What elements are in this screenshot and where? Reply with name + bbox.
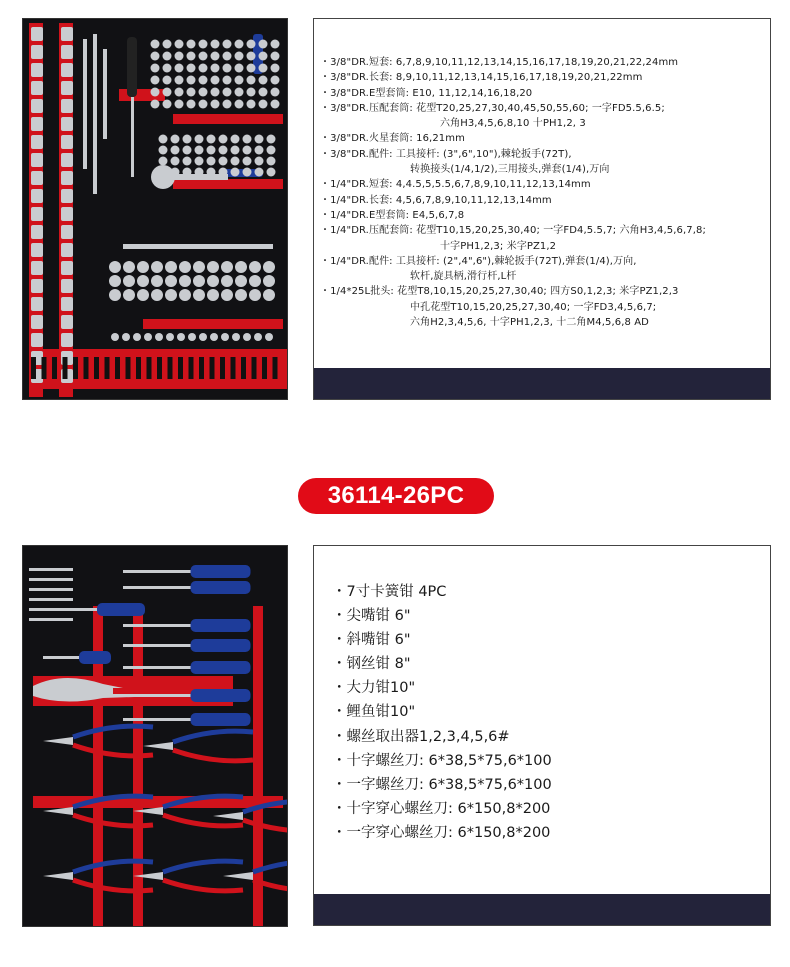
- large-socket: [165, 261, 177, 273]
- short-socket: [195, 157, 204, 166]
- bit: [189, 357, 194, 379]
- short-socket: [151, 100, 160, 109]
- short-socket: [151, 52, 160, 61]
- short-socket: [187, 88, 196, 97]
- bit: [126, 357, 131, 379]
- short-socket: [259, 40, 268, 49]
- long-socket: [31, 63, 43, 77]
- pliers-tray-illustration: [23, 546, 288, 927]
- small-socket: [210, 333, 218, 341]
- screwdriver-shaft: [123, 718, 191, 721]
- short-socket: [235, 64, 244, 73]
- long-socket: [61, 189, 73, 203]
- short-socket: [211, 52, 220, 61]
- model-number-badge: 36114-26PC: [298, 478, 494, 514]
- short-socket: [187, 40, 196, 49]
- long-socket: [61, 81, 73, 95]
- short-socket: [187, 76, 196, 85]
- bit: [273, 357, 278, 379]
- long-socket: [61, 225, 73, 239]
- bit: [199, 357, 204, 379]
- spec-line: 十字PH1,2,3; 米字PZ1,2: [440, 240, 557, 252]
- screwdriver-handle: [79, 651, 111, 664]
- bit: [220, 357, 225, 379]
- large-socket: [137, 289, 149, 301]
- short-socket: [199, 52, 208, 61]
- bit: [115, 357, 120, 379]
- short-socket: [163, 40, 172, 49]
- large-socket: [249, 275, 261, 287]
- short-socket: [207, 135, 216, 144]
- short-socket: [187, 52, 196, 61]
- extension-bar: [103, 49, 107, 139]
- short-socket: [267, 135, 276, 144]
- short-socket: [175, 88, 184, 97]
- short-socket: [259, 52, 268, 61]
- red-foam-strip: [33, 796, 283, 808]
- long-socket: [31, 333, 43, 347]
- short-socket: [259, 100, 268, 109]
- spec-panel-footer-bar: [314, 368, 770, 399]
- short-socket: [163, 76, 172, 85]
- short-socket: [175, 76, 184, 85]
- large-socket: [193, 289, 205, 301]
- short-socket: [271, 52, 280, 61]
- spec-line: ・1/4*25L批头: 花型T8,10,15,20,25,27,30,40; 四方S0,1,2,3; 米字PZ1,2,3: [320, 286, 679, 298]
- short-socket: [195, 135, 204, 144]
- short-socket: [219, 135, 228, 144]
- short-socket: [219, 157, 228, 166]
- large-socket: [109, 261, 121, 273]
- short-socket: [195, 146, 204, 155]
- long-socket: [61, 45, 73, 59]
- short-socket: [247, 52, 256, 61]
- spec-line: ・1/4"DR.短套: 4,4.5,5,5.5,6,7,8,9,10,11,12,13,14mm: [320, 179, 591, 191]
- large-socket: [263, 275, 275, 287]
- small-socket: [254, 333, 262, 341]
- long-socket: [61, 153, 73, 167]
- short-socket: [175, 64, 184, 73]
- spec-line: ・1/4"DR.E型套筒: E4,5,6,7,8: [320, 209, 465, 221]
- bit: [252, 357, 257, 379]
- long-socket: [31, 297, 43, 311]
- short-socket: [243, 157, 252, 166]
- short-socket: [199, 88, 208, 97]
- large-socket: [235, 275, 247, 287]
- short-socket: [211, 100, 220, 109]
- long-socket: [31, 225, 43, 239]
- small-socket: [144, 333, 152, 341]
- small-socket: [166, 333, 174, 341]
- short-socket: [271, 100, 280, 109]
- short-socket: [199, 76, 208, 85]
- long-socket: [31, 27, 43, 41]
- short-socket: [199, 64, 208, 73]
- spec-line: ・1/4"DR.配件: 工具接杆: (2",4",6"),棘轮扳手(72T),弹套(1/4),万向,: [320, 255, 637, 267]
- long-socket: [31, 135, 43, 149]
- long-socket: [31, 207, 43, 221]
- large-socket: [235, 261, 247, 273]
- spec-line: 中孔花型T10,15,20,25,27,30,40; 一字FD3,4,5,6,7;: [410, 301, 657, 313]
- short-socket: [151, 64, 160, 73]
- spec-panel-footer-bar: [314, 894, 770, 925]
- short-socket: [243, 168, 252, 177]
- bit: [157, 357, 162, 379]
- spec-line: ・3/8"DR.短套: 6,7,8,9,10,11,12,13,14,15,16,17,18,19,20,21,22,24mm: [320, 57, 679, 68]
- long-socket: [31, 243, 43, 257]
- large-socket: [179, 289, 191, 301]
- short-socket: [187, 100, 196, 109]
- screw-extractor: [29, 598, 73, 601]
- spec-line: 六角H2,3,4,5,6, 十字PH1,2,3, 十二角M4,5,6,8 AD: [410, 317, 649, 329]
- spec-line: ・螺丝取出器1,2,3,4,5,6#: [332, 728, 510, 745]
- long-socket: [31, 117, 43, 131]
- pliers-set-spec-list: [332, 580, 552, 845]
- spec-line: ・7寸卡簧钳 4PC: [332, 584, 447, 600]
- long-socket: [61, 63, 73, 77]
- small-socket: [177, 333, 185, 341]
- screwdriver-handle: [191, 565, 251, 578]
- spec-line: ・3/8"DR.长套: 8,9,10,11,12,13,14,15,16,17,18,19,20,21,22mm: [320, 72, 643, 84]
- red-foam-strip: [143, 319, 283, 329]
- large-socket: [123, 261, 135, 273]
- short-socket: [231, 135, 240, 144]
- short-socket: [159, 157, 168, 166]
- red-foam-strip: [173, 179, 283, 189]
- short-socket: [223, 52, 232, 61]
- short-socket: [163, 88, 172, 97]
- short-socket: [175, 100, 184, 109]
- screw-extractor: [29, 608, 73, 611]
- short-socket: [171, 146, 180, 155]
- small-socket: [188, 333, 196, 341]
- small-socket: [111, 333, 119, 341]
- short-socket: [247, 88, 256, 97]
- screwdriver-handle: [191, 619, 251, 632]
- short-socket: [211, 76, 220, 85]
- socket-set-spec-panel: [313, 18, 771, 400]
- short-socket: [243, 135, 252, 144]
- screwdriver-handle: [191, 689, 251, 702]
- large-socket: [193, 261, 205, 273]
- short-socket: [223, 76, 232, 85]
- large-socket: [207, 289, 219, 301]
- short-socket: [255, 168, 264, 177]
- short-socket: [247, 100, 256, 109]
- extension-bar: [93, 34, 97, 194]
- large-socket: [165, 275, 177, 287]
- spec-line: ・十字螺丝刀: 6*38,5*75,6*100: [332, 752, 552, 769]
- short-socket: [235, 76, 244, 85]
- short-socket: [207, 146, 216, 155]
- screwdriver-handle: [191, 581, 251, 594]
- short-socket: [255, 146, 264, 155]
- short-socket: [195, 168, 204, 177]
- long-socket: [61, 297, 73, 311]
- long-socket: [31, 81, 43, 95]
- bit: [84, 357, 89, 379]
- spec-line: ・3/8"DR.压配套筒: 花型T20,25,27,30,40,45,50,55,60; 一字FD5.5,6.5;: [320, 102, 665, 114]
- short-socket: [171, 135, 180, 144]
- spec-line: ・一字螺丝刀: 6*38,5*75,6*100: [332, 776, 552, 793]
- spec-line: ・3/8"DR.火星套筒: 16,21mm: [320, 133, 465, 145]
- bit: [73, 357, 78, 379]
- short-socket: [207, 168, 216, 177]
- bit: [52, 357, 57, 379]
- screwdriver-handle: [191, 639, 251, 652]
- red-foam-strip: [133, 606, 143, 926]
- short-socket: [183, 168, 192, 177]
- small-socket: [232, 333, 240, 341]
- short-socket: [255, 157, 264, 166]
- spec-line: ・斜嘴钳 6": [332, 632, 411, 649]
- long-socket: [31, 45, 43, 59]
- small-socket: [265, 333, 273, 341]
- short-socket: [243, 146, 252, 155]
- long-socket: [61, 279, 73, 293]
- short-socket: [199, 100, 208, 109]
- red-foam-strip: [173, 114, 283, 124]
- sliding-bar: [123, 244, 273, 249]
- screw-extractor: [29, 588, 73, 591]
- long-socket: [31, 153, 43, 167]
- spec-line: ・尖嘴钳 6": [332, 608, 411, 625]
- screw-extractor: [29, 578, 73, 581]
- spec-line: 转换接头(1/4,1/2),三用接头,弹套(1/4),万向: [410, 164, 610, 176]
- short-socket: [159, 135, 168, 144]
- spec-line: ・钢丝钳 8": [332, 656, 411, 673]
- short-socket: [271, 76, 280, 85]
- bit: [262, 357, 267, 379]
- large-socket: [109, 289, 121, 301]
- short-socket: [171, 157, 180, 166]
- long-socket: [61, 243, 73, 257]
- small-socket: [199, 333, 207, 341]
- short-socket: [235, 100, 244, 109]
- bit: [178, 357, 183, 379]
- short-socket: [235, 52, 244, 61]
- large-socket: [193, 275, 205, 287]
- short-socket: [211, 40, 220, 49]
- large-socket: [249, 289, 261, 301]
- screwdriver-shaft: [123, 644, 191, 647]
- screw-extractor: [29, 618, 73, 621]
- long-socket: [31, 171, 43, 185]
- spec-line: ・3/8"DR.E型套筒: E10, 11,12,14,16,18,20: [320, 87, 533, 99]
- short-socket: [163, 100, 172, 109]
- spec-line: ・1/4"DR.长套: 4,5,6,7,8,9,10,11,12,13,14mm: [320, 194, 552, 206]
- long-socket: [31, 261, 43, 275]
- screwdriver-handle: [191, 661, 251, 674]
- spec-line: ・1/4"DR.压配套筒: 花型T10,15,20,25,30,40; 一字FD4,5.5,7; 六角H3,4,5,6,7,8;: [320, 225, 706, 237]
- small-socket: [122, 333, 130, 341]
- long-socket: [31, 279, 43, 293]
- short-socket: [219, 168, 228, 177]
- long-socket: [31, 189, 43, 203]
- screwdriver-shaft: [43, 656, 79, 659]
- short-socket: [183, 157, 192, 166]
- screwdriver-handle: [97, 603, 145, 616]
- long-socket: [61, 117, 73, 131]
- extension-bar: [83, 39, 87, 169]
- bit: [31, 357, 36, 379]
- short-socket: [171, 168, 180, 177]
- short-socket: [163, 52, 172, 61]
- short-socket: [267, 168, 276, 177]
- short-socket: [231, 146, 240, 155]
- bit: [210, 357, 215, 379]
- long-socket: [31, 99, 43, 113]
- short-socket: [219, 146, 228, 155]
- short-socket: [259, 88, 268, 97]
- screwdriver-shaft: [123, 570, 191, 573]
- short-socket: [211, 64, 220, 73]
- long-socket: [61, 333, 73, 347]
- short-socket: [151, 40, 160, 49]
- small-socket: [133, 333, 141, 341]
- plier-grip: [113, 688, 153, 694]
- long-socket: [31, 315, 43, 329]
- spec-line: ・一字穿心螺丝刀: 6*150,8*200: [332, 824, 551, 841]
- bit: [241, 357, 246, 379]
- tray-foam: [23, 546, 288, 927]
- short-socket: [255, 135, 264, 144]
- driver-shaft: [131, 97, 134, 177]
- long-socket: [61, 171, 73, 185]
- screwdriver-shaft: [123, 666, 191, 669]
- short-socket: [159, 146, 168, 155]
- short-socket: [231, 157, 240, 166]
- short-socket: [187, 64, 196, 73]
- short-socket: [223, 88, 232, 97]
- spec-line: 六角H3,4,5,6,8,10 十PH1,2, 3: [440, 118, 586, 130]
- short-socket: [247, 40, 256, 49]
- spec-line: ・3/8"DR.配件: 工具接杆: (3",6",10"),棘轮扳手(72T),: [320, 148, 572, 160]
- large-socket: [249, 261, 261, 273]
- large-socket: [207, 261, 219, 273]
- short-socket: [175, 40, 184, 49]
- large-socket: [123, 275, 135, 287]
- short-socket: [223, 40, 232, 49]
- spec-line: ・十字穿心螺丝刀: 6*150,8*200: [332, 800, 551, 817]
- long-socket: [61, 315, 73, 329]
- spec-line: 软杆,旋具柄,滑行杆,L杆: [410, 271, 517, 283]
- screwdriver-shaft: [123, 624, 191, 627]
- short-socket: [267, 157, 276, 166]
- short-socket: [267, 146, 276, 155]
- short-socket: [223, 64, 232, 73]
- socket-tray-photo: [22, 18, 288, 400]
- large-socket: [221, 275, 233, 287]
- short-socket: [259, 64, 268, 73]
- large-socket: [109, 275, 121, 287]
- short-socket: [159, 168, 168, 177]
- large-socket: [221, 261, 233, 273]
- long-socket: [61, 207, 73, 221]
- short-socket: [247, 76, 256, 85]
- large-socket: [137, 261, 149, 273]
- bit: [231, 357, 236, 379]
- short-socket: [247, 64, 256, 73]
- bit: [147, 357, 152, 379]
- short-socket: [199, 40, 208, 49]
- short-socket: [211, 88, 220, 97]
- bit: [105, 357, 110, 379]
- short-socket: [259, 76, 268, 85]
- small-socket: [221, 333, 229, 341]
- short-socket: [183, 146, 192, 155]
- short-socket: [223, 100, 232, 109]
- large-socket: [151, 275, 163, 287]
- short-socket: [235, 40, 244, 49]
- small-socket: [155, 333, 163, 341]
- short-socket: [151, 88, 160, 97]
- large-socket: [179, 275, 191, 287]
- pliers-set-spec-panel: [313, 545, 771, 926]
- spec-line: ・鲤鱼钳10": [332, 704, 416, 721]
- socket-set-spec-list: [320, 55, 766, 330]
- large-socket: [165, 289, 177, 301]
- short-socket: [175, 52, 184, 61]
- short-socket: [235, 88, 244, 97]
- bit: [168, 357, 173, 379]
- long-socket: [61, 261, 73, 275]
- pliers-screwdriver-tray-photo: [22, 545, 288, 927]
- bit: [42, 357, 47, 379]
- bit: [136, 357, 141, 379]
- large-socket: [179, 261, 191, 273]
- short-socket: [163, 64, 172, 73]
- large-socket: [221, 289, 233, 301]
- small-socket: [243, 333, 251, 341]
- large-socket: [263, 261, 275, 273]
- large-socket: [235, 289, 247, 301]
- large-socket: [263, 289, 275, 301]
- large-socket: [207, 275, 219, 287]
- driver-handle: [127, 37, 137, 97]
- short-socket: [151, 76, 160, 85]
- screw-extractor: [29, 568, 73, 571]
- long-socket: [61, 99, 73, 113]
- short-socket: [271, 88, 280, 97]
- large-socket: [137, 275, 149, 287]
- large-socket: [123, 289, 135, 301]
- screwdriver-shaft: [123, 586, 191, 589]
- short-socket: [207, 157, 216, 166]
- short-socket: [231, 168, 240, 177]
- large-socket: [151, 289, 163, 301]
- spec-line: ・大力钳10": [332, 680, 416, 697]
- socket-tray-illustration: [23, 19, 288, 400]
- large-socket: [151, 261, 163, 273]
- short-socket: [183, 135, 192, 144]
- long-socket: [61, 27, 73, 41]
- long-socket: [61, 135, 73, 149]
- bit: [94, 357, 99, 379]
- short-socket: [271, 64, 280, 73]
- bit: [63, 357, 68, 379]
- screwdriver-handle: [191, 713, 251, 726]
- short-socket: [271, 40, 280, 49]
